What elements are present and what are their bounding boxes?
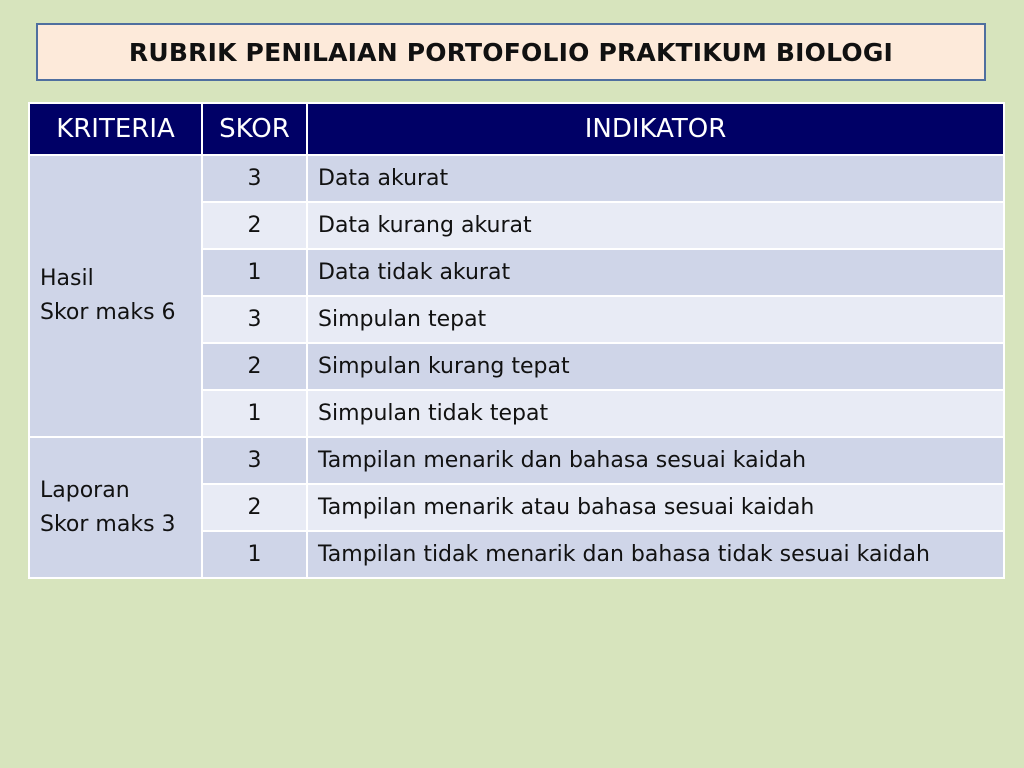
indicator-cell: Simpulan tepat <box>307 296 1004 343</box>
indicator-cell: Simpulan kurang tepat <box>307 343 1004 390</box>
criteria-cell-laporan <box>29 437 202 578</box>
criteria-cell-hasil <box>29 155 202 437</box>
criteria-name: Hasil <box>40 266 94 291</box>
table-row <box>29 155 1004 202</box>
indicator-cell: Tampilan menarik atau bahasa sesuai kaidah <box>307 484 1004 531</box>
score-cell: 3 <box>202 437 307 484</box>
score-cell: 2 <box>202 343 307 390</box>
rubric-table <box>28 102 1005 579</box>
page-title: RUBRIK PENILAIAN PORTOFOLIO PRAKTIKUM BIOLOGI <box>128 37 894 67</box>
score-cell: 3 <box>202 296 307 343</box>
criteria-name: Laporan <box>40 477 130 503</box>
header-skor: SKOR <box>202 103 307 155</box>
indicator-cell: Simpulan tidak tepat <box>307 390 1004 437</box>
criteria-max-score: Skor maks 6 <box>40 300 176 325</box>
table-row <box>29 437 1004 484</box>
header-indikator: INDIKATOR <box>307 103 1004 155</box>
header-kriteria: KRITERIA <box>29 103 202 155</box>
score-cell: 1 <box>202 531 307 578</box>
indicator-cell: Tampilan menarik dan bahasa sesuai kaidah <box>307 437 1004 484</box>
indicator-cell: Data akurat <box>307 155 1004 202</box>
title-box <box>36 23 986 81</box>
score-cell: 1 <box>202 390 307 437</box>
score-cell: 2 <box>202 484 307 531</box>
indicator-cell: Tampilan tidak menarik dan bahasa tidak sesuai kaidah <box>307 531 1004 578</box>
table-header-row <box>29 103 1004 155</box>
criteria-max-score: Skor maks 3 <box>40 511 176 537</box>
score-cell: 3 <box>202 155 307 202</box>
score-cell: 1 <box>202 249 307 296</box>
indicator-cell: Data tidak akurat <box>307 249 1004 296</box>
score-cell: 2 <box>202 202 307 249</box>
indicator-cell: Data kurang akurat <box>307 202 1004 249</box>
